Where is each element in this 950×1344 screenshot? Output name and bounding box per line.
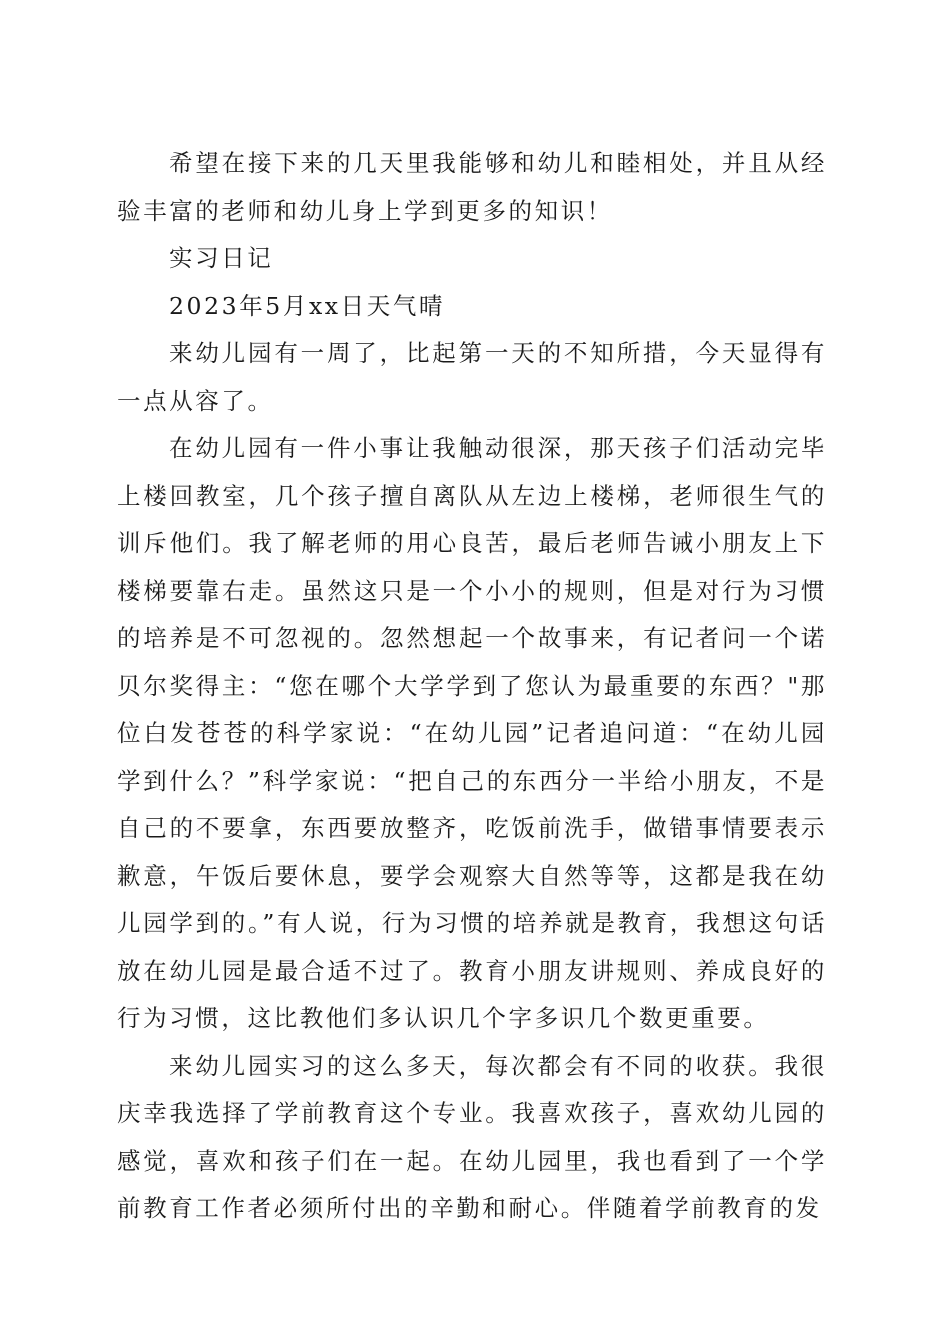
- paragraph-internship-gains: 来幼儿园实习的这么多天，每次都会有不同的收获。我很庆幸我选择了学前教育这个专业。我喜欢孩子，喜欢幼儿园的感觉，喜欢和孩子们在一起。在幼儿园里，我也看到了一个学前教育工作者必须所付出的辛勤和耐心。伴随着学前教育的发: [117, 1051, 827, 1222]
- diary-date-weather: 2023年5月xx日天气晴: [169, 291, 446, 320]
- paragraph-stairs-story: 在幼儿园有一件小事让我触动很深，那天孩子们活动完毕上楼回教室，几个孩子擅自离队从左边上楼梯，老师很生气的训斥他们。我了解老师的用心良苦，最后老师告诫小朋友上下楼梯要靠右走。虽然这只是一个小小的规则，但是对行为习惯的培养是不可忽视的。忽然想起一个故事来，有记者问一个诺贝尔奖得主：“您在哪个大学学到了您认为最重要的东西？"那位白发苍苍的科学家说：“在幼儿园”记者追问道：“在幼儿园学到什么？”科学家说：“把自己的东西分一半给小朋友，不是自己的不要拿，东西要放整齐，吃饭前洗手，做错事情要表示歉意，午饭后要休息，要学会观察大自然等等，这都是我在幼儿园学到的。”有人说，行为习惯的培养就是教育，我想这句话放在幼儿园是最合适不过了。教育小朋友讲规则、养成良好的行为习惯，这比教他们多认识几个字多识几个数更重要。: [117, 434, 827, 1032]
- document-body: [117, 140, 827, 1233]
- paragraph-hope: 希望在接下来的几天里我能够和幼儿和睦相处，并且从经验丰富的老师和幼儿身上学到更多的知识！: [117, 149, 827, 225]
- diary-heading: 实习日记: [169, 244, 274, 272]
- paragraph-one-week: 来幼儿园有一周了，比起第一天的不知所措，今天显得有一点从容了。: [117, 339, 827, 415]
